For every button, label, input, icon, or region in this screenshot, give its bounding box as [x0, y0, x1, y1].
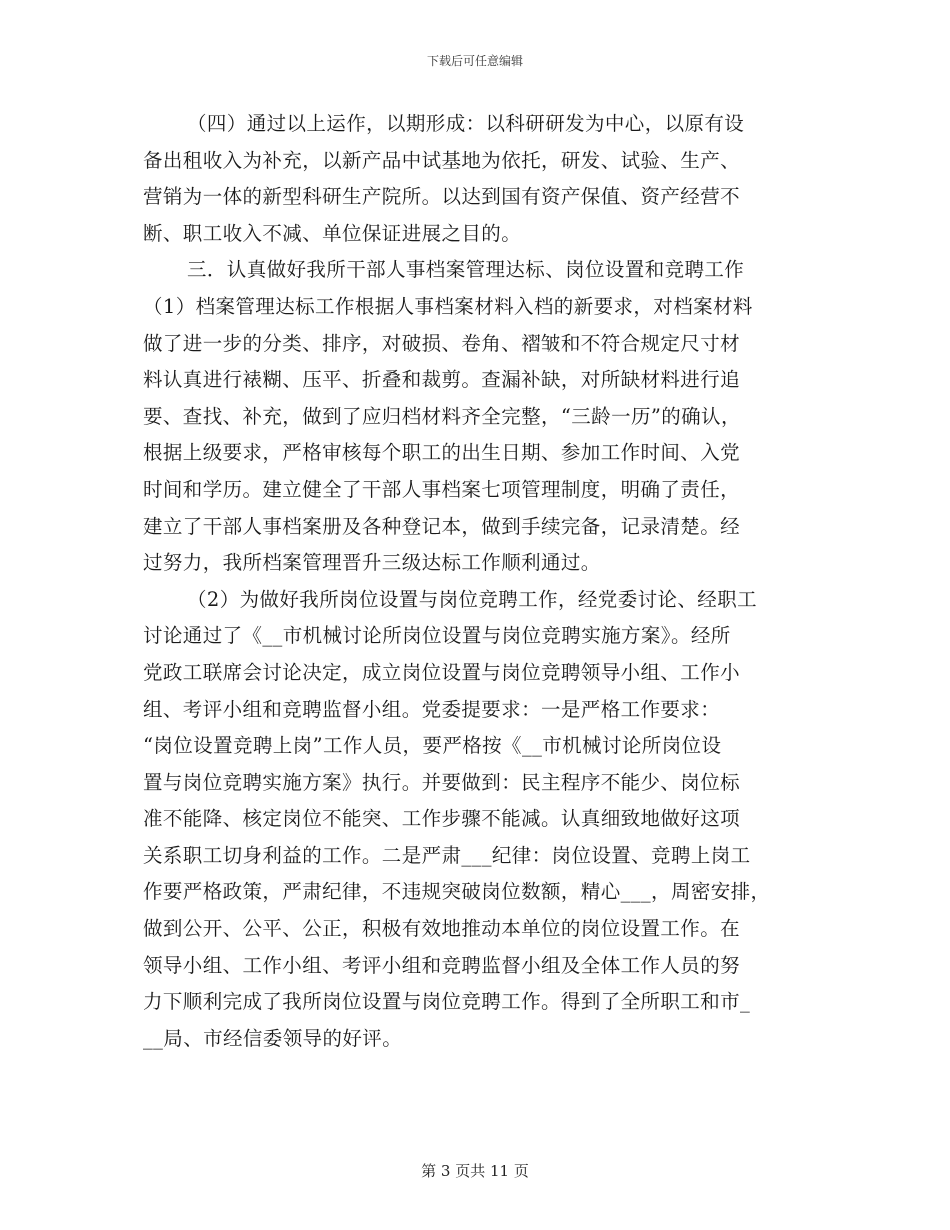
paragraph-line: 根据上级要求，严格审核每个职工的出生日期、参加工作时间、入党: [143, 441, 741, 465]
paragraph-line: __局、市经信委领导的好评。: [143, 1026, 403, 1050]
paragraph-line: 做了进一步的分类、排序，对破损、卷角、褶皱和不符合规定尺寸材: [143, 331, 741, 355]
body-text: [143, 106, 828, 1057]
paragraph-line: 过努力，我所档案管理晋升三级达标工作顺利通过。: [143, 551, 601, 575]
paragraph-line: 组、考评小组和竞聘监督小组。党委提要求：一是严格工作要求：: [143, 697, 721, 721]
paragraph-line: 置与岗位竞聘实施方案》执行。并要做到：民主程序不能少、岗位标: [143, 770, 741, 794]
paragraph-line: 断、职工收入不减、单位保证进展之目的。: [143, 221, 522, 245]
paragraph-line: 讨论通过了《__市机械讨论所岗位设置与岗位竞聘实施方案》。经所: [143, 624, 731, 648]
paragraph-line: 准不能降、核定岗位不能突、工作步骤不能减。认真细致地做好这项: [143, 807, 741, 831]
paragraph-line: 党政工联席会讨论决定，成立岗位设置与岗位竞聘领导小组、工作小: [143, 660, 741, 684]
page-header: 下载后可任意编辑: [426, 54, 523, 68]
paragraph-line: （1）档案管理达标工作根据人事档案材料入档的新要求，对档案材料: [143, 294, 753, 318]
paragraph-line: “岗位设置竞聘上岗”工作人员，要严格按《__市机械讨论所岗位设: [143, 734, 722, 758]
paragraph-line: 料认真进行裱糊、压平、折叠和裁剪。查漏补缺，对所缺材料进行追: [143, 368, 741, 392]
page-footer: 第 3 页共 11 页: [421, 1162, 529, 1180]
paragraph-line: 领导小组、工作小组、考评小组和竞聘监督小组及全体工作人员的努: [143, 953, 741, 977]
paragraph-line: 做到公开、公平、公正，积极有效地推动本单位的岗位设置工作。在: [143, 917, 741, 941]
paragraph-line: 要、查找、补充，做到了应归档材料齐全完整，“三龄一历”的确认，: [143, 404, 741, 428]
paragraph-line: 营销为一体的新型科研生产院所。以达到国有资产保值、资产经营不: [143, 185, 741, 209]
paragraph-line: 备出租收入为补充，以新产品中试基地为依托，研发、试验、生产、: [143, 148, 741, 172]
paragraph-line: （四）通过以上运作，以期形成：以科研研发为中心，以原有设: [187, 112, 745, 135]
paragraph-line: 时间和学历。建立健全了干部人事档案七项管理制度，明确了责任，: [143, 477, 741, 501]
paragraph-line: 关系职工切身利益的工作。二是严肃___纪律：岗位设置、竞聘上岗工: [143, 843, 751, 867]
paragraph-line: 力下顺利完成了我所岗位设置与岗位竞聘工作。得到了全所职工和市_: [143, 990, 751, 1014]
section-heading: 三．认真做好我所干部人事档案管理达标、岗位设置和竞聘工作: [187, 258, 745, 282]
paragraph-line: （2）为做好我所岗位设置与岗位竞聘工作，经党委讨论、经职工: [187, 587, 758, 611]
paragraph-line: 作要严格政策，严肃纪律，不违规突破岗位数额，精心___，周密安排，: [143, 880, 771, 904]
paragraph-line: 建立了干部人事档案册及各种登记本，做到手续完备，记录清楚。经: [143, 514, 741, 538]
